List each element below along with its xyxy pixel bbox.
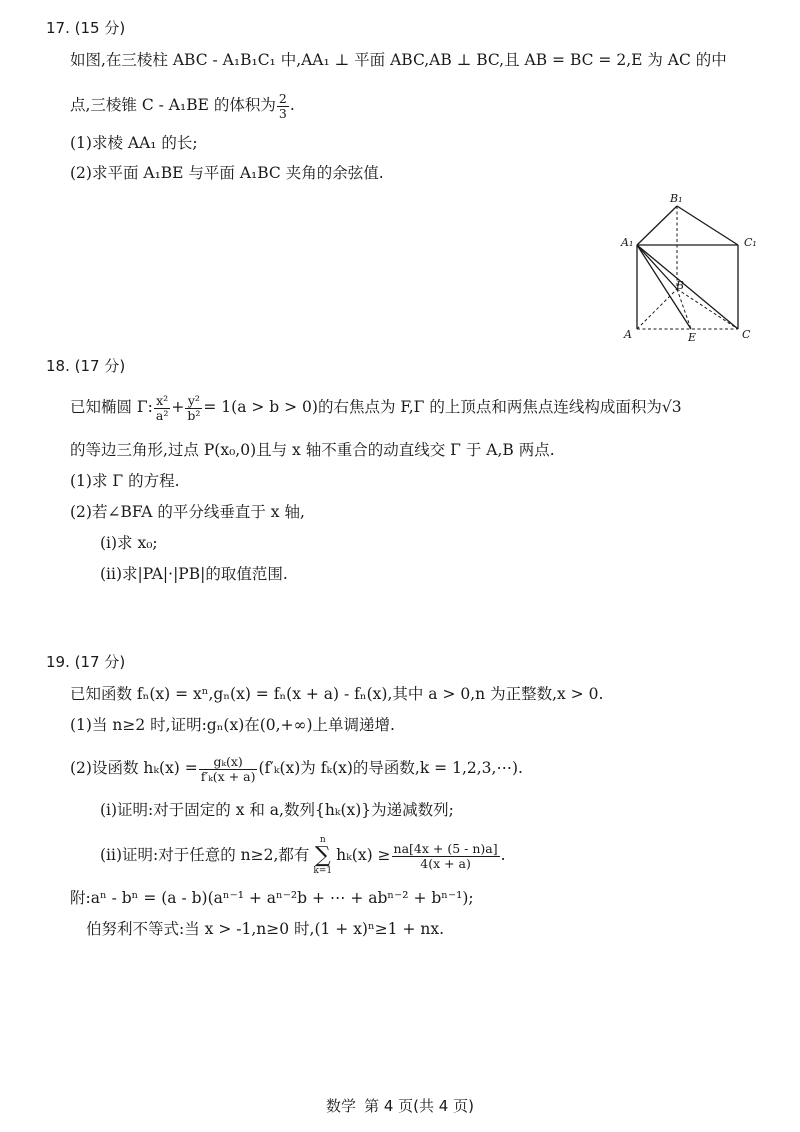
edge-b-c-hidden bbox=[677, 289, 738, 329]
q18-plus-sign: + bbox=[171, 398, 185, 416]
q18-part2: (2)若∠BFA 的平分线垂直于 x 轴, bbox=[70, 503, 305, 521]
q19-part2-note: (f′ₖ(x)为 fₖ(x)的导函数,k = 1,2,3,⋯). bbox=[258, 759, 523, 777]
q18-statement-line2: 的等边三角形,过点 P(x₀,0)且与 x 轴不重合的动直线交 Γ 于 A,B 两点. bbox=[70, 441, 555, 459]
label-a1: A₁ bbox=[621, 236, 634, 249]
q18-y-denominator: b² bbox=[187, 407, 201, 423]
q19-h-numerator: gₖ(x) bbox=[199, 755, 258, 769]
q18-heading: 18. (17 分) bbox=[46, 357, 126, 375]
q19-part2-ii-mid: hₖ(x) ≥ bbox=[336, 846, 391, 864]
q17-part2: (2)求平面 A₁BE 与平面 A₁BC 夹角的余弦值. bbox=[70, 164, 384, 182]
edge-a1-c bbox=[637, 245, 738, 329]
q19-part1: (1)当 n≥2 时,证明:gₙ(x)在(0,+∞)上单调递增. bbox=[70, 716, 395, 734]
label-c: C bbox=[742, 328, 751, 341]
q19-part2-i: (ⅰ)证明:对于固定的 x 和 a,数列{hₖ(x)}为递减数列; bbox=[100, 801, 454, 819]
q17-volume-fraction bbox=[277, 92, 289, 119]
footer-page-number: 第 4 页(共 4 页) bbox=[364, 1097, 474, 1115]
q19-sum-upper: n bbox=[319, 835, 326, 845]
q19-bound-numerator: na[4x + (5 - n)a] bbox=[393, 841, 498, 857]
q18-y-fraction bbox=[185, 394, 202, 421]
q17-heading: 17. (15 分) bbox=[46, 19, 126, 37]
edge-a1-b1 bbox=[637, 206, 677, 245]
q18-part2-ii: (ⅱ)求|PA|·|PB|的取值范围. bbox=[100, 565, 288, 583]
q18-x-numerator: x² bbox=[154, 394, 170, 408]
q17-fraction-denominator: 3 bbox=[278, 105, 287, 121]
q17-statement-line1: 如图,在三棱柱 ABC - A₁B₁C₁ 中,AA₁ ⊥ 平面 ABC,AB ⊥ BC,且 AB = BC = 2,E 为 AC 的中 bbox=[70, 51, 727, 69]
q19-part2 bbox=[70, 748, 523, 788]
prism-figure bbox=[610, 186, 770, 346]
q19-heading: 19. (17 分) bbox=[46, 653, 126, 671]
q19-part2-ii bbox=[100, 833, 506, 877]
q19-statement: 已知函数 fₙ(x) = xⁿ,gₙ(x) = fₙ(x + a) - fₙ(x),其中 a > 0,n 为正整数,x > 0. bbox=[70, 685, 604, 703]
edge-a1-b bbox=[637, 245, 677, 289]
q19-appendix-identity: 附:aⁿ - bⁿ = (a - b)(aⁿ⁻¹ + aⁿ⁻²b + ⋯ + abⁿ⁻² + bⁿ⁻¹); bbox=[70, 889, 474, 907]
q18-statement-line1 bbox=[70, 388, 682, 426]
q19-summation bbox=[313, 836, 332, 876]
q18-y-numerator: y² bbox=[185, 394, 202, 408]
label-c1: C₁ bbox=[744, 236, 757, 249]
q19-bound-denominator: 4(x + a) bbox=[420, 855, 471, 871]
q19-h-denominator: f′ₖ(x + a) bbox=[200, 768, 256, 784]
q18-x-fraction bbox=[154, 394, 170, 421]
q18-statement-line1-end: = 1(a > b > 0)的右焦点为 F,Γ 的上顶点和两焦点连线构成面积为√3 bbox=[203, 398, 682, 416]
edge-b-e-hidden bbox=[677, 289, 691, 329]
page-footer bbox=[0, 1095, 800, 1116]
q17-part1: (1)求棱 AA₁ 的长; bbox=[70, 134, 198, 152]
q19-bound-fraction bbox=[392, 842, 500, 869]
q18-x-denominator: a² bbox=[155, 407, 169, 423]
footer-subject: 数学 bbox=[326, 1097, 357, 1115]
q17-statement-line2-end: . bbox=[289, 96, 295, 114]
edge-b1-c1 bbox=[677, 206, 738, 245]
q18-part1: (1)求 Γ 的方程. bbox=[70, 472, 180, 490]
label-b: B bbox=[676, 279, 685, 292]
q19-part2-ii-end: . bbox=[500, 846, 506, 864]
q18-ellipse-label: 已知椭圆 Γ: bbox=[70, 398, 153, 416]
q19-appendix-bernoulli: 伯努利不等式:当 x > -1,n≥0 时,(1 + x)ⁿ≥1 + nx. bbox=[86, 920, 445, 938]
q17-statement-line2 bbox=[70, 86, 295, 124]
q19-sum-lower: k=1 bbox=[313, 866, 333, 876]
q18-part2-i: (ⅰ)求 x₀; bbox=[100, 534, 158, 552]
q19-part2-text: (2)设函数 hₖ(x) = bbox=[70, 759, 198, 777]
q17-fraction-numerator: 2 bbox=[278, 91, 287, 107]
label-a: A bbox=[624, 328, 632, 341]
q19-part2-ii-text: (ⅱ)证明:对于任意的 n≥2,都有 bbox=[100, 846, 310, 864]
q17-statement-line2-text: 点,三棱锥 C - A₁BE 的体积为 bbox=[70, 96, 276, 114]
edge-a-b-hidden bbox=[637, 289, 677, 329]
q19-h-fraction bbox=[199, 755, 258, 782]
q19-sum-sigma: ∑ bbox=[314, 843, 331, 868]
label-b1: B₁ bbox=[670, 192, 683, 205]
label-e: E bbox=[688, 331, 697, 344]
